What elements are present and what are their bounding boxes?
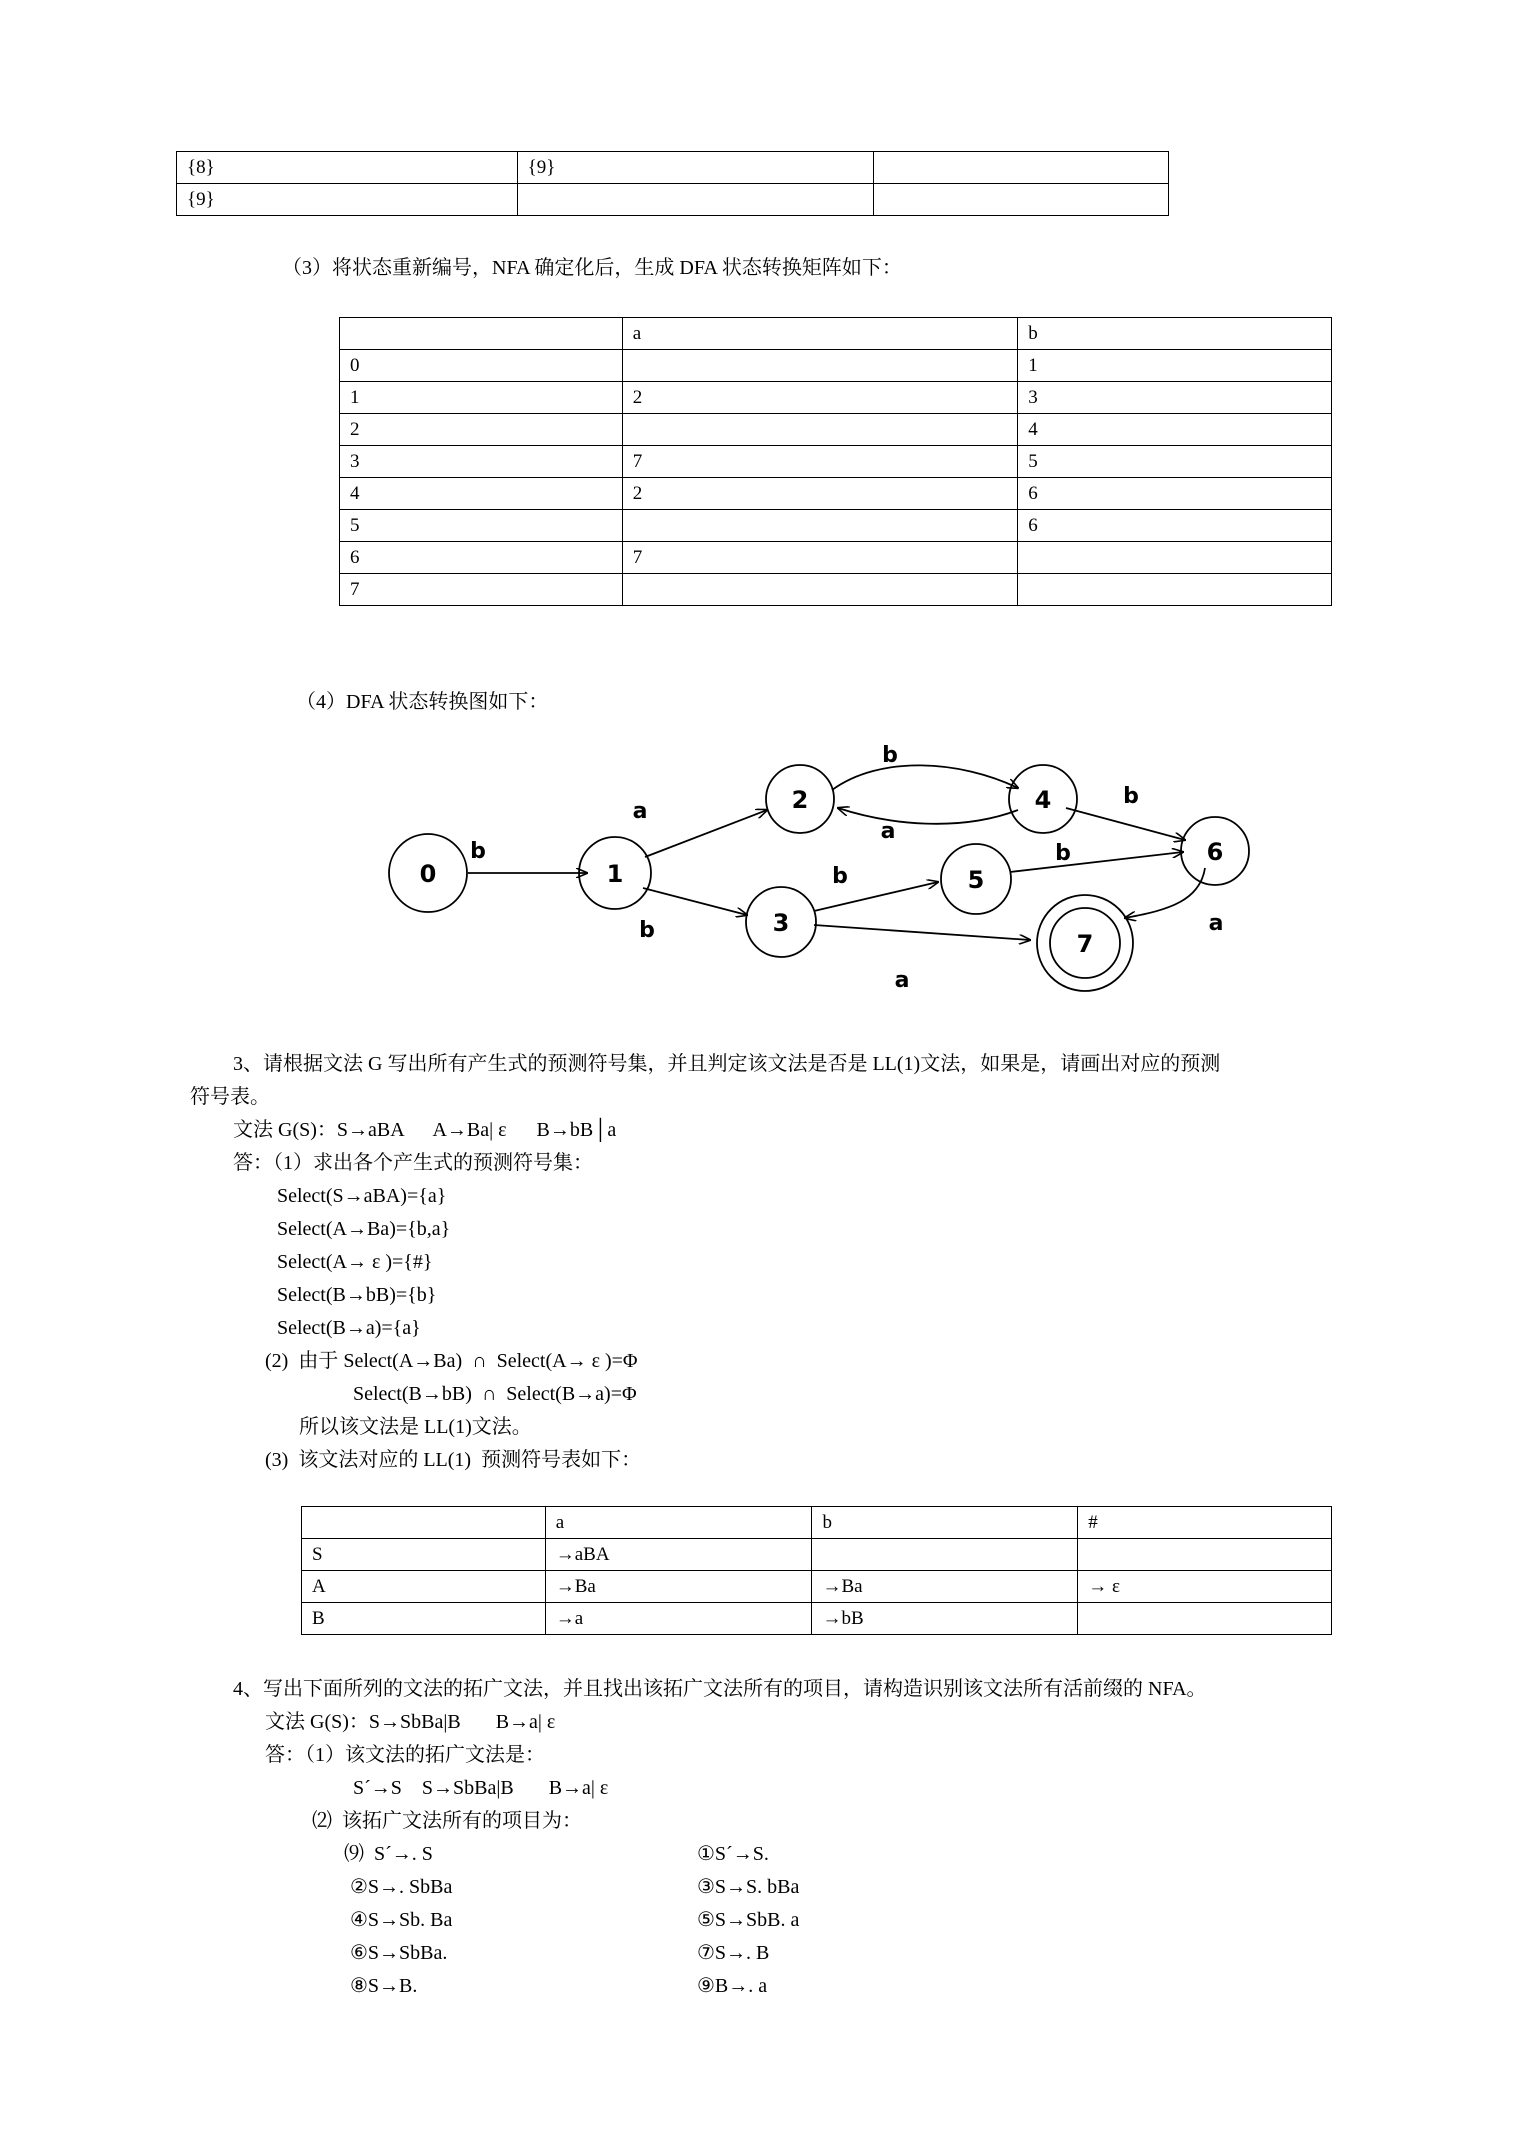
state-label: 6 (1206, 838, 1224, 866)
table-cell: 6 (340, 542, 623, 574)
table-cell: {9} (517, 152, 874, 184)
state-label: 2 (791, 786, 809, 814)
table-header: b (1018, 318, 1332, 350)
edge-2-4 (832, 765, 1018, 790)
table-cell: →Ba (812, 1571, 1078, 1603)
table-cell: 6 (1018, 510, 1332, 542)
table-cell: 2 (340, 414, 623, 446)
item-right: ⑨B→. a (697, 1975, 768, 1997)
edge-6-7 (1125, 868, 1205, 918)
state-label: 3 (772, 909, 790, 937)
table-cell: 7 (340, 574, 623, 606)
item-right: ⑦S→. B (697, 1942, 770, 1964)
edge-label: a (894, 968, 910, 993)
select-line: Select(B→a)={a} (277, 1317, 421, 1339)
dfa-diagram (0, 0, 1518, 1010)
edge-label: b (470, 839, 486, 864)
table-cell: {9} (177, 184, 518, 216)
table-header: a (622, 318, 1018, 350)
q4-items-intro: ⑵ 该拓广文法所有的项目为： (312, 1810, 582, 1832)
table-cell: S (302, 1539, 546, 1571)
table-cell: 3 (340, 446, 623, 478)
table-header-row (302, 1507, 1332, 1539)
state-label: 5 (967, 866, 985, 894)
q4-grammar: 文法 G(S)：S→SbBa|B B→a| ε (265, 1711, 556, 1733)
edge-1-2 (645, 810, 767, 857)
q4-question: 4、写出下面所列的文法的拓广文法，并且找出该拓广文法所有的项目，请构造识别该文法所有活前缀的 NFA。 (233, 1678, 1207, 1700)
table-cell: 0 (340, 350, 623, 382)
select-line: Select(A→Ba)={b,a} (277, 1218, 451, 1240)
edge-label: b (1055, 841, 1071, 866)
table-cell: → ε (1078, 1571, 1332, 1603)
table-cell: 7 (622, 446, 1018, 478)
item-left: ②S→. SbBa (350, 1876, 453, 1898)
state-label: 1 (606, 860, 624, 888)
table-row (302, 1603, 1332, 1635)
table-cell: →aBA (545, 1539, 812, 1571)
q4-augmented-grammar: S´→S S→SbBa|B B→a| ε (353, 1777, 609, 1799)
edge-label: b (882, 743, 898, 768)
edge-label: a (632, 799, 648, 824)
q3-part2-line1: (2) 由于 Select(A→Ba) ∩ Select(A→ ε )=Φ (265, 1350, 638, 1372)
q3-answer-intro: 答：（1）求出各个产生式的预测符号集： (233, 1152, 593, 1174)
table-header: b (812, 1507, 1078, 1539)
edge-4-2 (838, 808, 1018, 824)
step3-text: （3）将状态重新编号，NFA 确定化后，生成 DFA 状态转换矩阵如下： (282, 257, 902, 279)
ll1-table (301, 1506, 1332, 1635)
edge-label: b (639, 918, 655, 943)
table-cell: 7 (622, 542, 1018, 574)
edge-3-7 (814, 925, 1030, 940)
table-cell: B (302, 1603, 546, 1635)
state-label: 4 (1034, 786, 1052, 814)
table-header: # (1078, 1507, 1332, 1539)
table-cell: 2 (622, 382, 1018, 414)
table-cell: 2 (622, 478, 1018, 510)
edge-label: a (1208, 911, 1224, 936)
step4-text: （4）DFA 状态转换图如下： (296, 691, 549, 713)
q3-question-line1: 3、请根据文法 G 写出所有产生式的预测符号集，并且判定该文法是否是 LL(1)文法，如果是，请画出对应的预测 (233, 1053, 1221, 1075)
select-line: Select(B→bB)={b} (277, 1284, 437, 1306)
table-cell: 5 (340, 510, 623, 542)
q3-grammar: 文法 G(S)：S→aBA A→Ba| ε B→bB│a (233, 1119, 617, 1141)
table-header: a (545, 1507, 812, 1539)
table-cell: 4 (340, 478, 623, 510)
table-cell: 4 (1018, 414, 1332, 446)
table-cell: 3 (1018, 382, 1332, 414)
state-label: 7 (1076, 930, 1094, 958)
item-right: ③S→S. bBa (697, 1876, 800, 1898)
item-right: ⑤S→SbB. a (697, 1909, 800, 1931)
edge-5-6 (1010, 852, 1183, 872)
table-cell: →a (545, 1603, 812, 1635)
item-left: ⑼ S´→. S (344, 1843, 433, 1865)
q3-part2-line2: Select(B→bB) ∩ Select(B→a)=Φ (353, 1383, 637, 1405)
table-cell: A (302, 1571, 546, 1603)
table-cell: →Ba (545, 1571, 812, 1603)
table-row (302, 1539, 1332, 1571)
table-row (302, 1571, 1332, 1603)
select-line: Select(A→ ε )={#} (277, 1251, 433, 1273)
q4-answer-intro: 答：（1）该文法的拓广文法是： (265, 1744, 545, 1766)
q3-part3-line: (3) 该文法对应的 LL(1) 预测符号表如下： (265, 1449, 642, 1471)
table-cell: 5 (1018, 446, 1332, 478)
table-cell: 6 (1018, 478, 1332, 510)
item-left: ④S→Sb. Ba (350, 1909, 453, 1931)
table-cell (812, 1539, 1078, 1571)
table-cell: 1 (340, 382, 623, 414)
item-right: ①S´→S. (697, 1843, 769, 1865)
table-cell (1078, 1603, 1332, 1635)
table-cell: {8} (177, 152, 518, 184)
table-cell: 1 (1018, 350, 1332, 382)
edge-1-3 (643, 888, 747, 915)
q3-part2-line3: 所以该文法是 LL(1)文法。 (299, 1416, 532, 1438)
edge-label: a (880, 819, 896, 844)
q3-question-line2: 符号表。 (190, 1086, 270, 1108)
item-left: ⑥S→SbBa. (350, 1942, 448, 1964)
table-header (302, 1507, 546, 1539)
table-cell (1078, 1539, 1332, 1571)
edge-label: b (832, 864, 848, 889)
select-line: Select(S→aBA)={a} (277, 1185, 447, 1207)
state-label: 0 (419, 860, 437, 888)
item-left: ⑧S→B. (350, 1975, 418, 1997)
table-cell: →bB (812, 1603, 1078, 1635)
edge-label: b (1123, 784, 1139, 809)
edge-4-6 (1066, 808, 1185, 840)
